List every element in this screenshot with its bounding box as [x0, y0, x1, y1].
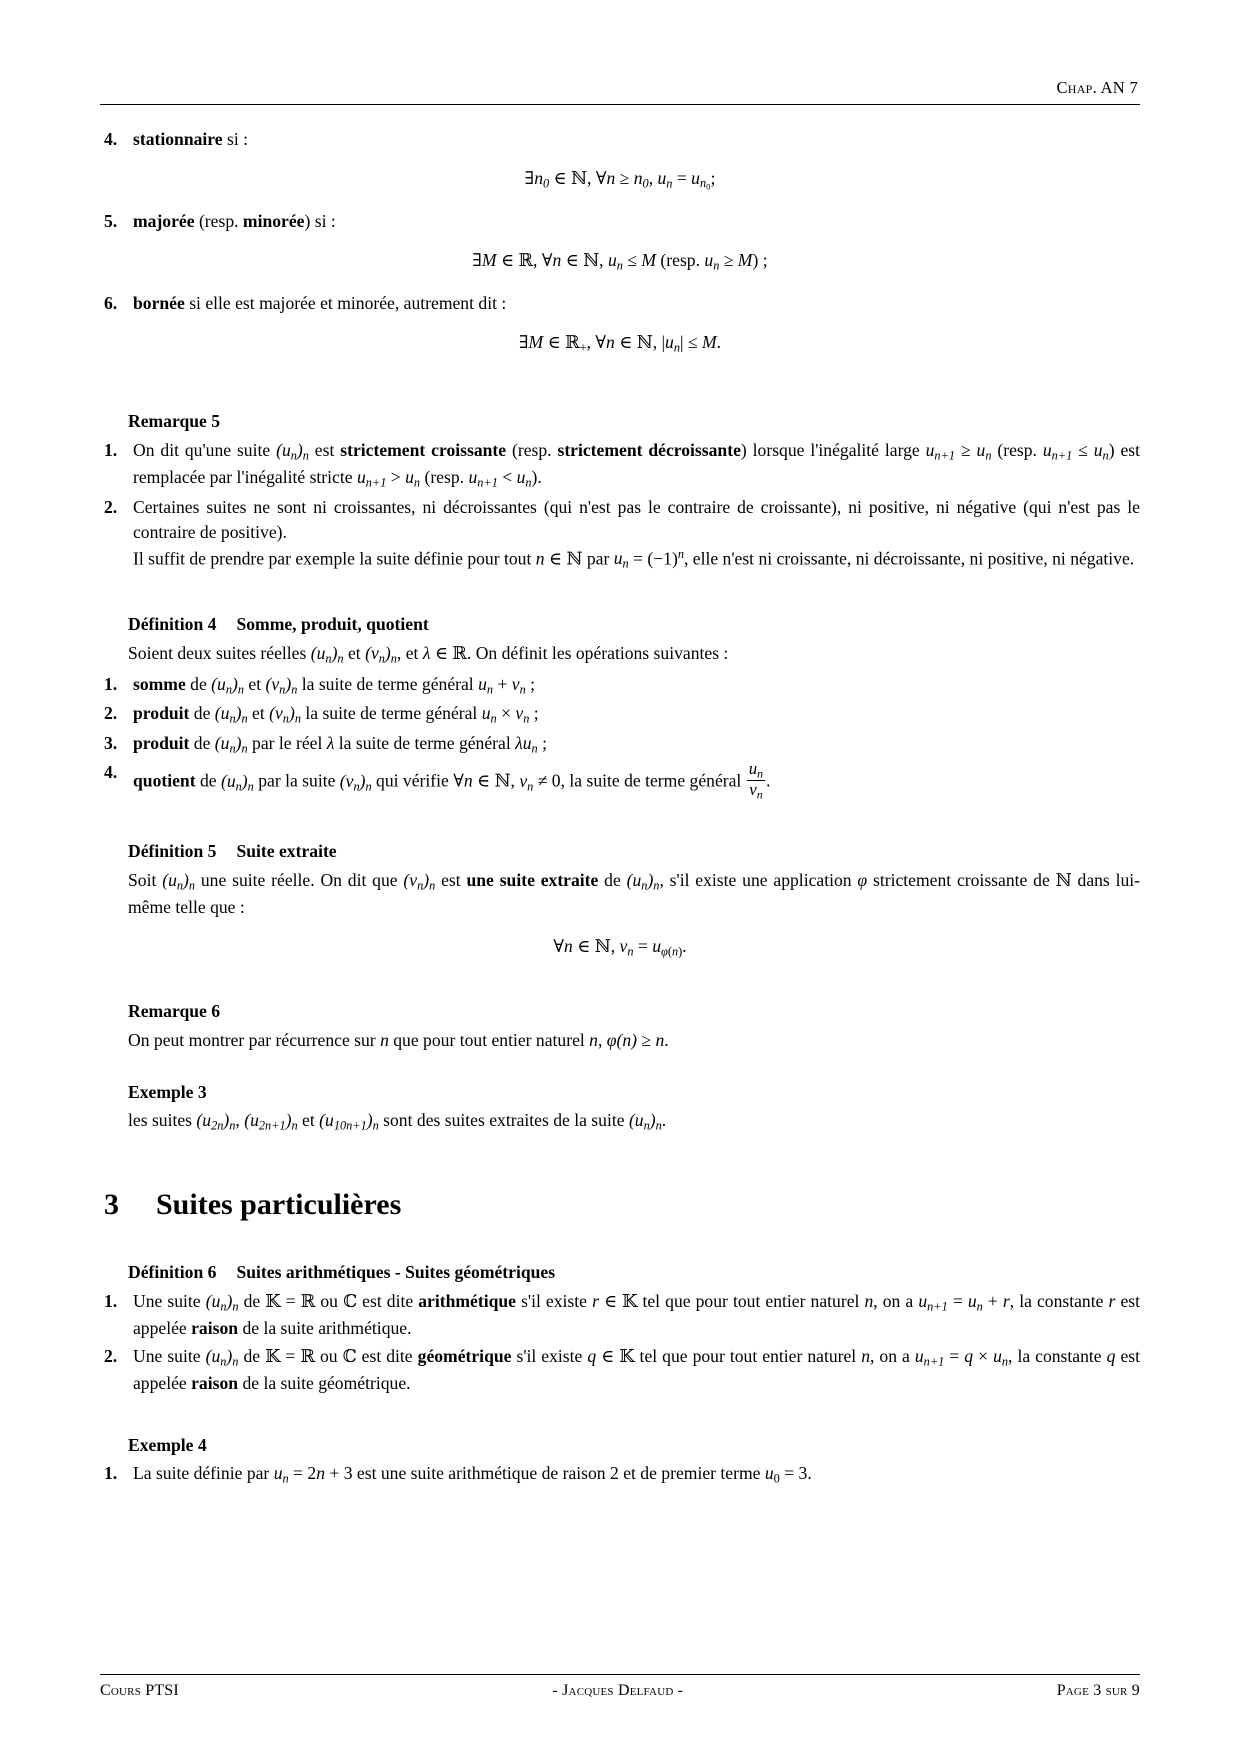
spacer: [100, 105, 1140, 127]
item-text-mid: (resp.: [194, 211, 243, 232]
text-fragment: de la suite arithmétique.: [238, 1317, 412, 1338]
text-fragment: de: [189, 703, 215, 724]
bold-term: strictement croissante: [340, 439, 507, 460]
text-fragment: .: [664, 1030, 669, 1051]
definition-5-title: Suite extraite: [236, 841, 337, 862]
text-fragment: Une suite: [133, 1345, 206, 1366]
text-fragment: tel que pour tout entier naturel: [637, 1290, 865, 1311]
equation-bornee: ∃M ∈ ℝ$_+$, ∀n ∈ ℕ, $|u_n| \le M$.: [518, 331, 722, 355]
item-number: 2.: [104, 496, 118, 517]
equation-majoree: ∃M ∈ ℝ, ∀n ∈ ℕ, $u_n \le M$ (resp. $u_n \ge M$) ;: [472, 249, 768, 273]
text-fragment: Soient deux suites réelles: [128, 642, 311, 663]
bold-term: raison: [191, 1317, 239, 1338]
item-number: 6.: [104, 293, 118, 314]
text-fragment: de la suite géométrique.: [238, 1373, 411, 1394]
text-fragment: qui vérifie: [371, 770, 454, 791]
definition-6-block: [100, 1260, 1140, 1397]
list-item: 4. quotient de $(u_n)_n$ par la suite $(v_n)_n$ qui vérifie ∀n ∈ ℕ, $v_n \ne 0$, la suite de terme général $\frac{u_n}{v_n}$ .: [104, 759, 771, 802]
remarque-6-title: Remarque 6: [128, 1001, 221, 1022]
item-text: si elle est majorée et minorée, autrement dit :: [184, 293, 507, 314]
remarque-6-block: [100, 999, 1140, 1053]
remarque-5-list: [100, 438, 1140, 574]
exemple-3-title: Exemple 3: [128, 1081, 207, 1102]
properties-list: [100, 127, 1140, 357]
item-number: 1.: [104, 1463, 118, 1484]
text-fragment: est dite: [356, 1345, 418, 1366]
text-fragment: de: [238, 1345, 266, 1366]
footer-row: [100, 1682, 1140, 1700]
footer-divider: [100, 1674, 1140, 1675]
definition-4-label: Définition 4: [128, 613, 217, 634]
text-fragment: ).: [531, 467, 542, 488]
list-item: 2. Une suite $(u_n)_n$ de 𝕂 = ℝ ou ℂ est dite géométrique s'il existe q ∈ 𝕂 tel que pour tout entier naturel n, on a $u_{n+1} = q \times u_n$, la constante q est appelée raison de la suite géométrique.: [104, 1345, 1140, 1394]
text-fragment: de: [189, 732, 215, 753]
text-fragment: .: [766, 770, 771, 791]
text-fragment: Certaines suites ne sont ni croissantes, ni décroissantes (qui n'est pas le contraire de croissante), ni positive, ni négative (qui n'est pas le contraire de positive).: [133, 496, 1140, 543]
text-fragment: ;: [525, 673, 536, 694]
exemple-4-block: [100, 1433, 1140, 1489]
item-number: 1.: [104, 1290, 118, 1311]
fraction-un-over-vn: $\frac{u_n}{v_n}$: [748, 759, 764, 802]
text-fragment: de: [238, 1290, 266, 1311]
remarque-5-title: Remarque 5: [128, 411, 221, 432]
definition-4-intro: Soient deux suites réelles $(u_n)_n$ et $(v_n)_n$, et λ ∈ ℝ. On définit les opérations suivantes :: [128, 642, 729, 665]
text-fragment: strictement croissante de: [867, 869, 1056, 890]
text-fragment: On dit qu'une suite: [133, 439, 277, 460]
text-fragment: ) est remplacée par l'inégalité stricte: [133, 439, 1140, 488]
list-item: 3. produit de $(u_n)_n$ par le réel λ la suite de terme général $\lambda u_n$ ;: [104, 732, 547, 756]
list-item: 1. somme de $(u_n)_n$ et $(v_n)_n$ la suite de terme général $u_n + v_n$ ;: [104, 673, 536, 697]
text-fragment: la suite de terme général: [334, 732, 516, 753]
text-fragment: est: [308, 439, 341, 460]
text-fragment: On peut montrer par récurrence sur: [128, 1030, 381, 1051]
list-item-stationnaire: [100, 127, 1140, 153]
footer-center: - Jacques Delfaud -: [552, 1682, 684, 1699]
text-fragment: .: [661, 1110, 667, 1131]
exemple-3-body: les suites $(u_{2n})_n$, $(u_{2n+1})_n$ et $(u_{10n+1})_n$ sont des suites extraites de la suite $(u_n)_n$.: [128, 1110, 667, 1133]
definition-5-block: [100, 839, 1140, 961]
term-minoree: minorée: [242, 211, 305, 232]
list-item: 1. Une suite $(u_n)_n$ de 𝕂 = ℝ ou ℂ est dite arithmétique s'il existe r ∈ 𝕂 tel que pour tout entier naturel n, on a $u_{n+1} = u_n + r$, la constante r est appelée raison de la suite arithmétique.: [104, 1290, 1140, 1338]
bold-term: strictement décroissante: [557, 439, 741, 460]
properties-ordered-list: [100, 127, 1140, 153]
text-fragment: que pour tout entier naturel: [388, 1030, 590, 1051]
text-fragment: Soit: [128, 869, 163, 890]
list-item: 2. Certaines suites ne sont ni croissantes, ni décroissantes (qui n'est pas le contraire de croissante), ni positive, ni négative (qui n'est pas le contraire de positive). Il suffit de prendre par exemple la suite définie pour tout n ∈ ℕ par $u_n = (-1)^n$, elle n'est ni croissante, ni décroissante, ni positive, ni négative.: [104, 496, 1140, 571]
list-item: 1. La suite définie par $u_n = 2n + 3$ est une suite arithmétique de raison 2 et de premier terme $u_0 = 3$.: [104, 1463, 812, 1486]
definition-6-title: Suites arithmétiques - Suites géométriques: [236, 1261, 556, 1282]
bold-term: produit: [133, 732, 190, 753]
text-fragment: , on a: [873, 1290, 919, 1311]
term-stationnaire: stationnaire: [133, 129, 223, 149]
item-number: 1.: [104, 673, 118, 694]
bold-term: somme: [133, 673, 186, 694]
bold-term: géométrique: [417, 1345, 512, 1366]
text-fragment: par: [582, 548, 614, 569]
exemple-3-block: [100, 1080, 1140, 1136]
text-fragment: Une suite: [133, 1290, 206, 1311]
text-fragment: s'il existe: [511, 1345, 588, 1366]
text-fragment: est appelée: [133, 1345, 1140, 1394]
text-fragment: , on a: [870, 1345, 915, 1366]
text-fragment: dans lui-même telle que :: [128, 869, 1141, 918]
bold-term: une suite extraite: [466, 869, 599, 890]
text-fragment: de: [598, 869, 627, 890]
list-item: 1. On dit qu'une suite $(u_n)_n$ est strictement croissante (resp. strictement décroissante) lorsque l'inégalité large $u_{n+1} \ge u_n$ (resp. $u_{n+1} \le u_n$) est remplacée par l'inégalité stricte $u_{n+1} > u_n$ (resp. $u_{n+1} < u_n$).: [104, 439, 1140, 490]
text-fragment: par le réel: [247, 732, 327, 753]
list-item-majoree: [100, 209, 1140, 235]
section-3-heading: [100, 1188, 1140, 1222]
properties-ordered-list-2: [100, 209, 1140, 235]
text-fragment: ;: [529, 703, 539, 724]
text-fragment: , et: [396, 642, 423, 663]
footer-right: Page 3 sur 9: [1056, 1682, 1140, 1699]
list-item: 2. produit de $(u_n)_n$ et $(v_n)_n$ la suite de terme général $u_n \times v_n$ ;: [104, 703, 539, 726]
section-number: 3: [104, 1187, 119, 1221]
remarque-5-block: [100, 409, 1140, 574]
definition-5-body: Soit $(u_n)_n$ une suite réelle. On dit que $(v_n)_n$ est une suite extraite de $(u_n)_n$, s'il existe une application φ strictement croissante de ℕ dans lui-même telle que :: [128, 869, 1141, 918]
text-fragment: est: [435, 869, 467, 890]
item-text: si :: [222, 129, 249, 149]
text-fragment: la suite de terme général: [300, 703, 482, 724]
exemple-4-list: [100, 1461, 1140, 1488]
item-number: 5.: [104, 211, 118, 232]
header-chapter-label: Chap. AN 7: [1056, 78, 1138, 97]
term-majoree: majorée: [133, 211, 195, 232]
text-fragment: , la constante: [1008, 1345, 1107, 1366]
definition-4-block: [100, 612, 1140, 801]
spacer: [100, 1222, 1140, 1260]
text-fragment: , elle n'est ni croissante, ni décroissante, ni positive, ni négative.: [683, 548, 1135, 569]
page-footer: [100, 1674, 1140, 1700]
item-number: 2.: [104, 1345, 118, 1366]
definition-4-list: [100, 672, 1140, 801]
text-fragment: est appelée: [133, 1290, 1140, 1338]
text-fragment: , la constante: [1009, 1290, 1109, 1311]
item-number: 1.: [104, 439, 118, 460]
spacer: [100, 1058, 1140, 1080]
spacer: [100, 1399, 1140, 1433]
spacer: [100, 803, 1140, 839]
text-fragment: et: [343, 642, 366, 663]
bold-term: produit: [133, 703, 190, 724]
term-bornee: bornée: [133, 293, 185, 314]
spacer: [100, 977, 1140, 999]
bold-term: raison: [191, 1373, 239, 1394]
definition-5-heading: [100, 839, 1140, 865]
spacer: [100, 373, 1140, 409]
spacer: [100, 1140, 1140, 1188]
text-fragment: (resp.: [506, 439, 558, 460]
text-fragment: est dite: [357, 1290, 419, 1311]
text-fragment: ou: [314, 1345, 343, 1366]
item-text: ) si :: [304, 211, 336, 232]
text-fragment: (resp.: [420, 467, 469, 488]
text-fragment: sont des suites extraites de la suite: [378, 1110, 629, 1131]
definition-4-heading: [100, 612, 1140, 638]
bold-term: arithmétique: [418, 1290, 516, 1311]
text-fragment: ,: [597, 1030, 607, 1051]
list-item-bornee: [100, 291, 1140, 317]
text-fragment: , la suite de terme général: [560, 770, 746, 791]
definition-5-label: Définition 5: [128, 841, 217, 862]
text-fragment: et: [247, 703, 270, 724]
spacer: [100, 576, 1140, 612]
text-fragment: de: [195, 770, 221, 791]
text-fragment: les suites: [128, 1110, 197, 1131]
text-fragment: une suite réelle. On dit que: [195, 869, 404, 890]
text-fragment: est une suite arithmétique de raison 2 et de premier terme: [352, 1463, 765, 1484]
item-number: 2.: [104, 703, 118, 724]
text-fragment: ;: [537, 732, 547, 753]
item-number: 4.: [104, 762, 118, 783]
page-header: [100, 78, 1140, 105]
text-fragment: la suite de terme général: [297, 673, 479, 694]
definition-6-heading: [100, 1260, 1140, 1286]
text-fragment: de: [185, 673, 212, 694]
text-fragment: ) lorsque l'inégalité large: [740, 439, 926, 460]
definition-6-label: Définition 6: [128, 1261, 217, 1282]
text-fragment: Il suffit de prendre par exemple la suite définie pour tout: [133, 548, 536, 569]
equation-stationnaire: $\exists n_0$ ∈ ℕ, ∀n ≥ $n_0$, $u_n = u_{n_0}$;: [524, 167, 716, 192]
definition-4-title: Somme, produit, quotient: [236, 613, 429, 634]
text-fragment: ,: [235, 1110, 245, 1131]
text-fragment: et: [244, 673, 266, 694]
text-fragment: s'il existe: [515, 1290, 593, 1311]
definition-6-list: [100, 1289, 1140, 1397]
item-number: 4.: [104, 129, 118, 149]
bold-term: quotient: [133, 770, 196, 791]
text-fragment: et: [297, 1110, 320, 1131]
footer-left: Cours PTSI: [100, 1682, 179, 1699]
text-fragment: . On définit les opérations suivantes :: [466, 642, 729, 663]
text-fragment: tel que pour tout entier naturel: [634, 1345, 862, 1366]
text-fragment: par la suite: [253, 770, 340, 791]
section-title: Suites particulières: [156, 1187, 402, 1221]
item-number: 3.: [104, 732, 118, 753]
text-fragment: ou: [315, 1290, 344, 1311]
text-fragment: , s'il existe une application: [659, 869, 858, 890]
text-fragment: La suite définie par: [133, 1463, 274, 1484]
text-fragment: (resp.: [991, 439, 1043, 460]
text-fragment: .: [807, 1463, 812, 1484]
properties-ordered-list-3: [100, 291, 1140, 317]
equation-suite-extraite: ∀n ∈ ℕ, $v_n = u_{\varphi(n)}$.: [553, 936, 687, 959]
remarque-6-body: On peut montrer par récurrence sur n que pour tout entier naturel n, φ(n) ≥ n.: [128, 1030, 669, 1051]
exemple-4-title: Exemple 4: [128, 1434, 207, 1455]
